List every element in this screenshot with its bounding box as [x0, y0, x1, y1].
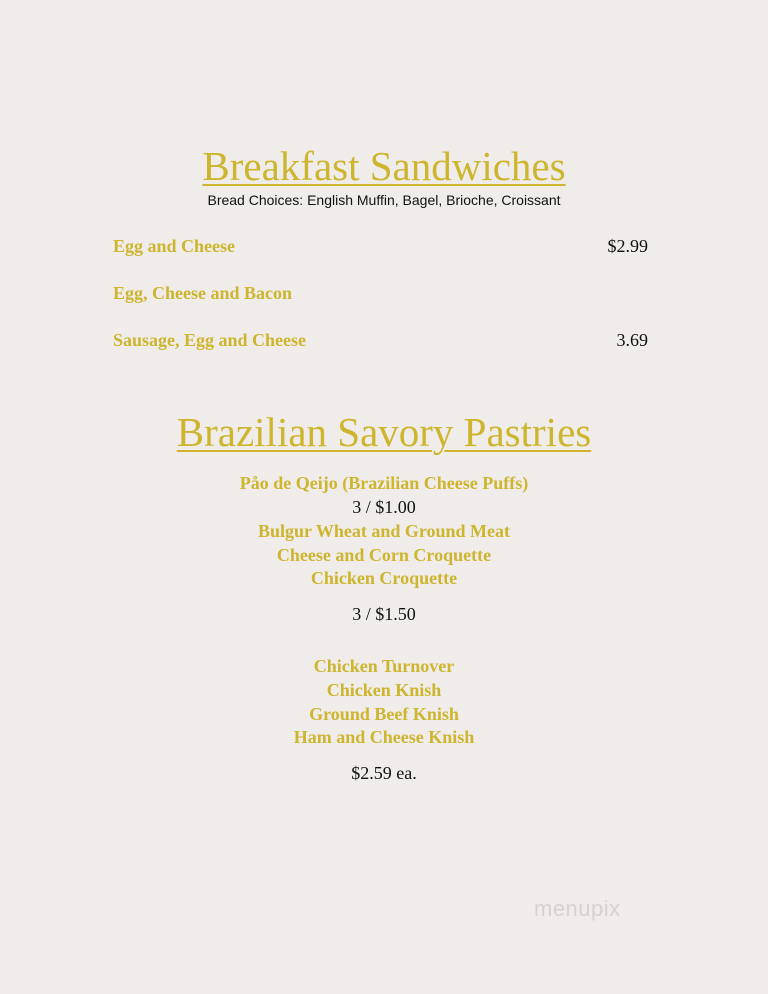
pastry-item-name: Chicken Croquette	[310, 568, 458, 588]
pastry-item-name: Påo de Qeijo (Brazilian Cheese Puffs)	[239, 473, 529, 493]
menu-item-row	[113, 234, 648, 258]
menu-item-price: 3.69	[616, 330, 648, 350]
pastry-item-name: Ham and Cheese Knish	[293, 727, 475, 747]
pastry-item-name: Cheese and Corn Croquette	[276, 545, 492, 565]
menu-item-name: Sausage, Egg and Cheese	[113, 330, 307, 350]
pastry-group-price: $2.59 ea.	[351, 763, 417, 783]
pastry-item-name: Chicken Turnover	[313, 656, 455, 676]
pastry-group-price: 3 / $1.50	[352, 604, 416, 624]
menu-item-name: Egg, Cheese and Bacon	[113, 283, 293, 303]
bread-choices-subtitle: Bread Choices: English Muffin, Bagel, Brioche, Croissant	[207, 192, 561, 208]
menu-item-row	[113, 281, 648, 305]
menupix-watermark: menupix	[534, 896, 621, 921]
pastry-item-name: Chicken Knish	[326, 680, 442, 700]
menu-item-row	[113, 328, 648, 352]
breakfast-section-title: Breakfast Sandwiches	[202, 143, 566, 189]
menu-item-name: Egg and Cheese	[113, 236, 236, 256]
pastries-section-title: Brazilian Savory Pastries	[176, 409, 592, 455]
pastry-item-name: Bulgur Wheat and Ground Meat	[257, 521, 511, 541]
pastry-item-name: Ground Beef Knish	[309, 704, 459, 724]
pastry-group-price: 3 / $1.00	[352, 497, 416, 517]
menu-item-price: $2.99	[607, 236, 648, 256]
